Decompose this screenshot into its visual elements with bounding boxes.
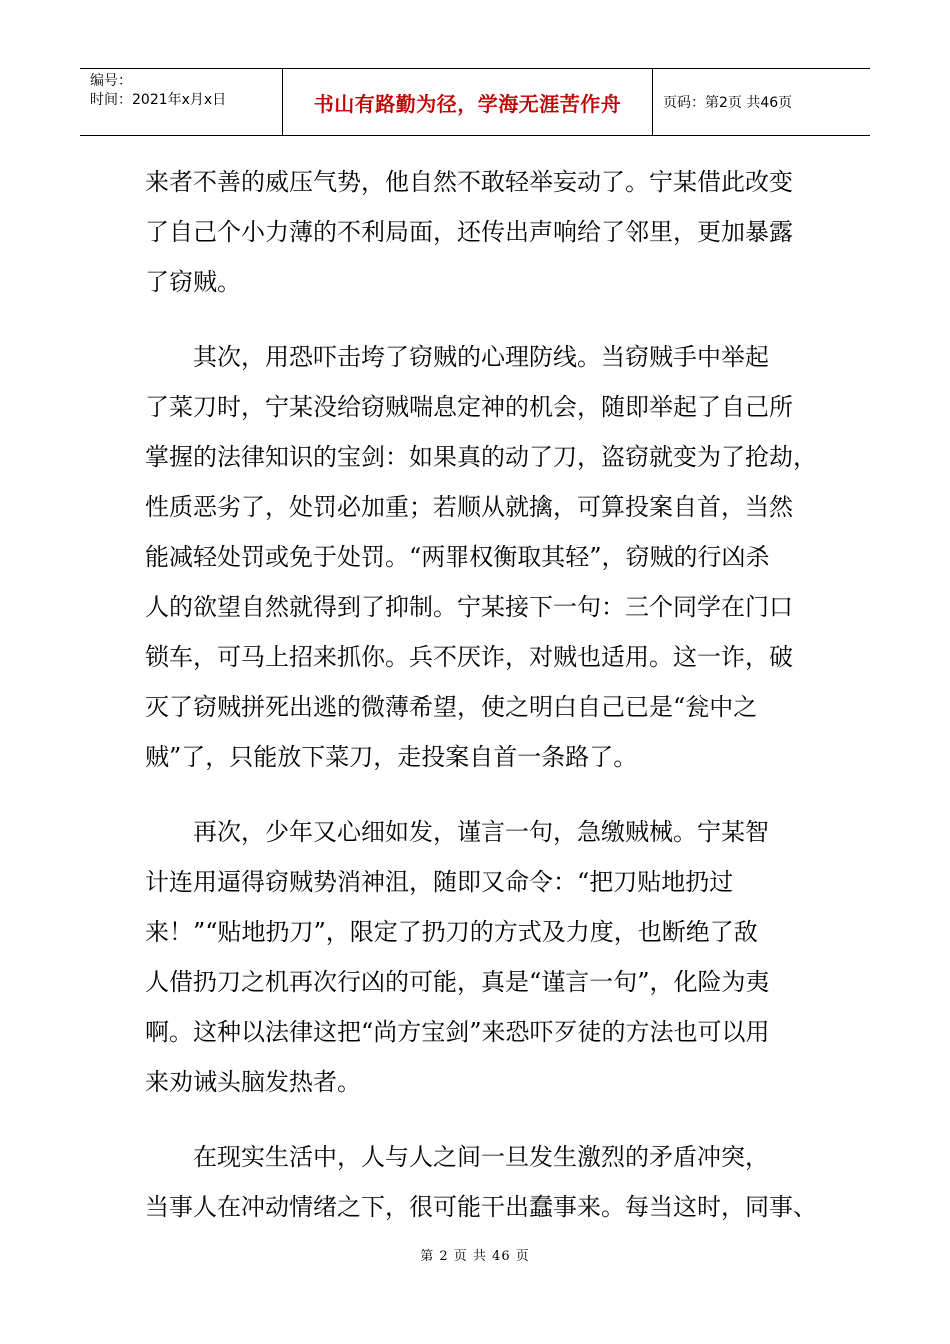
text-line: 了窃贼。 [145, 268, 241, 296]
header-meta-cell [80, 69, 283, 135]
header-motto: 书山有路勤为径，学海无涯苦作舟 [283, 69, 653, 135]
text-line: 计连用逼得窃贼势消神沮，随即又命令：“把刀贴地扔过 [145, 868, 734, 896]
text-line: 锁车，可马上招来抓你。兵不厌诈，对贼也适用。这一诈，破 [145, 643, 793, 671]
text-line: 人的欲望自然就得到了抑制。宁某接下一句：三个同学在门口 [145, 593, 793, 621]
text-line: 来！”“贴地扔刀”，限定了扔刀的方式及力度，也断绝了敌 [145, 918, 758, 946]
text-line: 来者不善的威压气势，他自然不敢轻举妄动了。宁某借此改变 [145, 168, 793, 196]
text-line: 掌握的法律知识的宝剑：如果真的动了刀，盗窃就变为了抢劫， [145, 443, 817, 471]
text-line: 贼”了，只能放下菜刀，走投案自首一条路了。 [145, 743, 638, 771]
text-line: 性质恶劣了，处罚必加重；若顺从就擒，可算投案自首，当然 [145, 493, 793, 521]
text-line: 其次，用恐吓击垮了窃贼的心理防线。当窃贼手中举起 [145, 343, 769, 371]
page-footer: 第 2 页 共 46 页 [420, 1249, 530, 1264]
text-line: 能减轻处罚或免于处罚。“两罪权衡取其轻”，窃贼的行凶杀 [145, 543, 770, 571]
text-line: 在现实生活中，人与人之间一旦发生激烈的矛盾冲突， [145, 1143, 769, 1171]
text-line: 再次，少年又心细如发，谨言一句，急缴贼械。宁某智 [145, 818, 769, 846]
header-page-code: 页码：第2页 共46页 [663, 95, 793, 111]
number-label: 编号： [90, 73, 132, 89]
text-line: 啊。这种以法律这把“尚方宝剑”来恐吓歹徒的方法也可以用 [145, 1018, 770, 1046]
paragraph [145, 807, 825, 1107]
paragraph [145, 1132, 825, 1232]
paragraph [145, 332, 825, 782]
text-line: 灭了窃贼拼死出逃的微薄希望，使之明白自己已是“瓮中之 [145, 693, 758, 721]
text-line: 了自己个小力薄的不利局面，还传出声响给了邻里，更加暴露 [145, 218, 793, 246]
text-line: 人借扔刀之机再次行凶的可能，真是“谨言一句”，化险为夷 [145, 968, 770, 996]
time-label: 时间：2021年x月x日 [90, 92, 227, 108]
text-line: 当事人在冲动情绪之下，很可能干出蠢事来。每当这时，同事、 [145, 1193, 817, 1221]
paragraph [145, 157, 825, 307]
document-header [80, 68, 870, 136]
text-line: 来劝诫头脑发热者。 [145, 1068, 361, 1096]
text-line: 了菜刀时，宁某没给窃贼喘息定神的机会，随即举起了自己所 [145, 393, 793, 421]
document-body [145, 157, 825, 1257]
